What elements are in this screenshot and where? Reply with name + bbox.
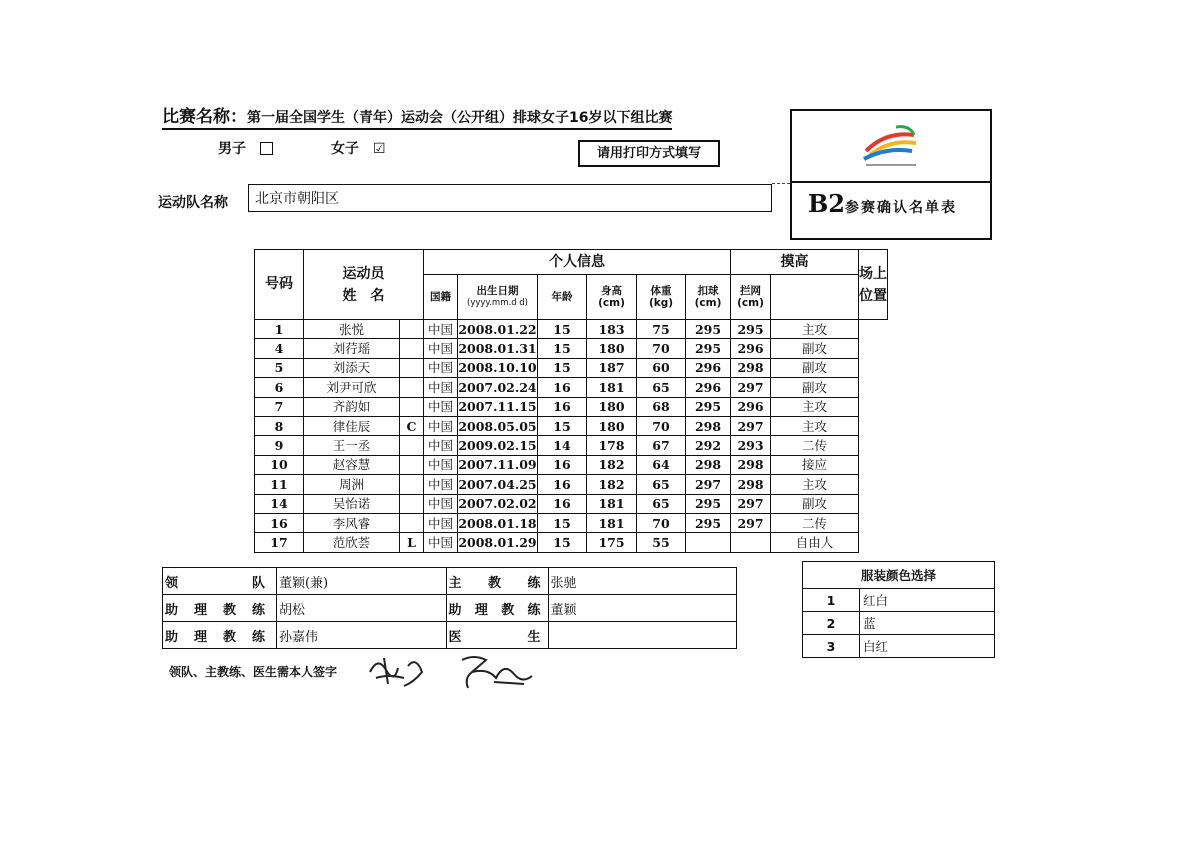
head-coach-label-char2: 教 [488,575,502,591]
cell-spike[interactable]: 292 [686,436,731,455]
header-age: 年龄 [538,275,587,320]
table-row [255,513,888,532]
header-block-unit: (cm) [737,297,764,309]
doctor-label [446,622,548,649]
header-height-label: 身高 [601,285,622,297]
table-row [255,339,888,358]
cell-age[interactable]: 15 [538,416,587,435]
cell-dob[interactable]: 2008.10.10 [458,358,538,377]
cell-role[interactable] [400,397,424,416]
cell-number[interactable]: 7 [255,397,304,416]
cell-weight[interactable]: 70 [637,339,686,358]
cell-age[interactable]: 16 [538,378,587,397]
head-coach-label-char3: 练 [527,575,541,591]
cell-block[interactable]: 298 [731,358,771,377]
cell-dob[interactable]: 2007.02.02 [458,494,538,513]
cell-role[interactable] [400,339,424,358]
cell-weight[interactable]: 60 [637,358,686,377]
assistant2-value[interactable]: 董颖 [548,595,736,622]
competition-title [162,102,672,130]
competition-title-value: 第一届全国学生（青年）运动会（公开组）排球女子16岁以下组比赛 [247,110,673,126]
cell-role[interactable] [400,358,424,377]
table-row [255,416,888,435]
table-row [255,455,888,474]
cell-role[interactable] [400,475,424,494]
assistant3-value[interactable]: 孙嘉伟 [276,622,446,649]
cell-dob[interactable]: 2007.11.15 [458,397,538,416]
cell-number[interactable]: 14 [255,494,304,513]
cell-position[interactable]: 主攻 [771,320,859,339]
cell-block[interactable]: 293 [731,436,771,455]
cell-spike[interactable]: 295 [686,494,731,513]
cell-position[interactable]: 主攻 [771,397,859,416]
cell-position[interactable]: 主攻 [771,475,859,494]
cell-weight[interactable]: 70 [637,416,686,435]
team-name-field[interactable]: 北京市朝阳区 [248,184,772,212]
header-weight-label: 体重 [650,285,672,297]
roster-body [255,320,888,553]
head-coach-label-char1: 主 [448,575,462,591]
header-position-line1: 场上 [859,265,887,282]
gender-female [331,138,386,158]
cell-height[interactable]: 183 [587,320,637,339]
cell-position[interactable]: 副攻 [771,339,859,358]
cell-number[interactable]: 8 [255,416,304,435]
header-block [731,275,771,320]
header-position-line2: 位置 [859,287,887,304]
cell-dob[interactable]: 2008.01.29 [458,533,538,552]
cell-position[interactable]: 副攻 [771,378,859,397]
roster-table [254,249,888,553]
table-row [255,436,888,455]
assistant2-label-char2: 理 [474,602,488,618]
cell-role[interactable] [400,378,424,397]
assistant3-label [163,622,277,649]
form-code: B2 [808,189,845,218]
cell-weight[interactable]: 64 [637,455,686,474]
cell-block[interactable]: 297 [731,494,771,513]
cell-number[interactable]: 4 [255,339,304,358]
cell-age[interactable]: 15 [538,513,587,532]
cell-name[interactable]: 李风睿 [304,513,400,532]
cell-spike[interactable]: 295 [686,320,731,339]
header-athlete [304,250,424,320]
cell-weight[interactable]: 67 [637,436,686,455]
cell-nationality[interactable]: 中国 [424,378,458,397]
cell-position[interactable]: 自由人 [771,533,859,552]
header-spike-unit: (cm) [694,297,722,309]
cell-block[interactable]: 298 [731,455,771,474]
uniform-color-table [802,561,995,658]
cell-age[interactable]: 15 [538,533,587,552]
table-row [255,358,888,377]
cell-spike[interactable]: 296 [686,358,731,377]
cell-spike[interactable] [686,533,731,552]
assistant3-label-char2: 理 [193,629,207,645]
cell-name[interactable]: 律佳辰 [304,416,400,435]
cell-spike[interactable]: 298 [686,455,731,474]
cell-height[interactable]: 175 [587,533,637,552]
cell-block[interactable]: 297 [731,513,771,532]
cell-name[interactable]: 齐韵如 [304,397,400,416]
cell-number[interactable]: 17 [255,533,304,552]
cell-block[interactable]: 298 [731,475,771,494]
cell-block[interactable] [731,533,771,552]
cell-height[interactable]: 181 [587,513,637,532]
cell-height[interactable]: 187 [587,358,637,377]
cell-name[interactable]: 刘尹可欣 [304,378,400,397]
doctor-label-char2: 生 [527,629,541,645]
gender-male-label: 男子 [218,141,246,157]
table-row [255,475,888,494]
cell-nationality[interactable]: 中国 [424,513,458,532]
cell-height[interactable]: 182 [587,455,637,474]
cell-name[interactable]: 吴怡诺 [304,494,400,513]
cell-spike[interactable]: 295 [686,339,731,358]
cell-position[interactable]: 二传 [771,436,859,455]
cell-age[interactable]: 14 [538,436,587,455]
uniform-option-1-no: 1 [803,589,860,612]
head-coach-value[interactable]: 张驰 [548,568,736,595]
uniform-option-3-no: 3 [803,635,860,658]
cell-position[interactable]: 主攻 [771,416,859,435]
assistant2-label [446,595,548,622]
header-height-unit: (cm) [598,297,625,309]
cell-number[interactable]: 16 [255,513,304,532]
cell-age[interactable]: 15 [538,339,587,358]
header-dob [458,275,538,320]
assistant3-label-char4: 练 [251,629,265,645]
assistant1-label-char3: 教 [222,602,236,618]
cell-block[interactable]: 297 [731,378,771,397]
leader-value[interactable]: 董颖(兼) [276,568,446,595]
header-weight-unit: (kg) [648,297,674,309]
cell-weight[interactable]: 55 [637,533,686,552]
assistant1-label-char4: 练 [251,602,265,618]
assistant3-label-char1: 助 [165,629,179,645]
cell-number[interactable]: 6 [255,378,304,397]
cell-nationality[interactable]: 中国 [424,339,458,358]
cell-dob[interactable]: 2008.05.05 [458,416,538,435]
head-coach-label [446,568,548,595]
leader-label-char2: 队 [251,575,265,591]
cell-dob[interactable]: 2009.02.15 [458,436,538,455]
cell-spike[interactable]: 295 [686,397,731,416]
cell-name[interactable]: 刘荇瑶 [304,339,400,358]
cell-nationality[interactable]: 中国 [424,397,458,416]
dashed-connector [772,183,790,184]
cell-spike[interactable]: 297 [686,475,731,494]
cell-number[interactable]: 1 [255,320,304,339]
uniform-option-3-color[interactable]: 白红 [860,635,995,658]
cell-weight[interactable]: 70 [637,513,686,532]
form-id-separator [792,181,990,183]
assistant1-value[interactable]: 胡松 [276,595,446,622]
cell-weight[interactable]: 65 [637,494,686,513]
cell-nationality[interactable]: 中国 [424,436,458,455]
cell-dob[interactable]: 2008.01.18 [458,513,538,532]
gender-female-label: 女子 [331,141,359,157]
cell-nationality[interactable]: 中国 [424,494,458,513]
cell-dob[interactable]: 2007.02.24 [458,378,538,397]
cell-number[interactable]: 5 [255,358,304,377]
cell-dob[interactable]: 2008.01.31 [458,339,538,358]
table-row [255,320,888,339]
cell-nationality[interactable]: 中国 [424,320,458,339]
cell-dob[interactable]: 2008.01.22 [458,320,538,339]
cell-position[interactable]: 二传 [771,513,859,532]
cell-name[interactable]: 周洲 [304,475,400,494]
header-personal-info: 个人信息 [424,250,731,275]
cell-height[interactable]: 181 [587,378,637,397]
cell-height[interactable]: 178 [587,436,637,455]
cell-name[interactable]: 范欣荟 [304,533,400,552]
cell-age[interactable]: 16 [538,494,587,513]
doctor-label-char1: 医 [448,629,462,645]
cell-age[interactable]: 15 [538,320,587,339]
cell-position[interactable]: 副攻 [771,494,859,513]
cell-role[interactable]: L [400,533,424,552]
cell-height[interactable]: 180 [587,397,637,416]
cell-role[interactable] [400,436,424,455]
assistant3-label-char3: 教 [222,629,236,645]
cell-nationality[interactable]: 中国 [424,416,458,435]
header-height [587,275,637,320]
cell-block[interactable]: 296 [731,397,771,416]
cell-dob[interactable]: 2007.11.09 [458,455,538,474]
leader-label-char1: 领 [165,575,179,591]
table-row [255,378,888,397]
cell-weight[interactable]: 65 [637,475,686,494]
print-note: 请用打印方式填写 [578,140,720,167]
header-dob-format: (yyyy.mm.d d) [467,298,528,308]
signature-icon [364,648,544,694]
cell-weight[interactable]: 65 [637,378,686,397]
table-row [255,397,888,416]
header-weight [637,275,686,320]
header-dob-label: 出生日期 [476,285,519,297]
form-title: 参赛确认名单表 [844,200,957,216]
cell-weight[interactable]: 75 [637,320,686,339]
gender-female-checkbox[interactable]: ☑ [373,141,386,157]
cell-role[interactable] [400,494,424,513]
assistant1-label [163,595,277,622]
games-logo-icon [856,121,926,169]
cell-age[interactable]: 16 [538,475,587,494]
leader-label [163,568,277,595]
header-athlete-line1: 运动员 [342,265,385,282]
cell-block[interactable]: 295 [731,320,771,339]
cell-role[interactable] [400,320,424,339]
cell-role[interactable] [400,455,424,474]
cell-age[interactable]: 16 [538,455,587,474]
competition-title-label: 比赛名称： [162,107,247,127]
form-code-title [808,189,957,218]
uniform-option-2-color[interactable]: 蓝 [860,612,995,635]
header-position [859,250,888,320]
assistant2-label-char4: 练 [527,602,541,618]
cell-number[interactable]: 11 [255,475,304,494]
cell-nationality[interactable]: 中国 [424,533,458,552]
table-row [255,533,888,552]
uniform-color-title: 服装颜色选择 [803,562,995,589]
cell-height[interactable]: 182 [587,475,637,494]
gender-male-checkbox[interactable] [260,142,273,155]
assistant2-label-char3: 教 [501,602,515,618]
cell-position[interactable]: 副攻 [771,358,859,377]
header-spike [686,275,731,320]
cell-role[interactable]: C [400,416,424,435]
cell-nationality[interactable]: 中国 [424,358,458,377]
header-block-label: 拦网 [740,285,761,297]
cell-name[interactable]: 张悦 [304,320,400,339]
cell-nationality[interactable]: 中国 [424,475,458,494]
cell-height[interactable]: 181 [587,494,637,513]
table-row [255,494,888,513]
doctor-value[interactable] [548,622,736,649]
header-nationality: 国籍 [424,275,458,320]
cell-number[interactable]: 9 [255,436,304,455]
cell-block[interactable]: 297 [731,416,771,435]
cell-name[interactable]: 王一丞 [304,436,400,455]
header-number: 号码 [255,250,304,320]
cell-block[interactable]: 296 [731,339,771,358]
cell-height[interactable]: 180 [587,339,637,358]
assistant1-label-char2: 理 [193,602,207,618]
cell-number[interactable]: 10 [255,455,304,474]
uniform-option-2-no: 2 [803,612,860,635]
cell-age[interactable]: 16 [538,397,587,416]
cell-spike[interactable]: 298 [686,416,731,435]
cell-spike[interactable]: 295 [686,513,731,532]
cell-name[interactable]: 刘添天 [304,358,400,377]
header-reach: 摸高 [731,250,859,275]
assistant2-label-char1: 助 [448,602,462,618]
header-spike-label: 扣球 [697,285,719,297]
form-id-box [790,109,992,240]
staff-table [162,567,737,649]
cell-role[interactable] [400,513,424,532]
cell-nationality[interactable]: 中国 [424,455,458,474]
gender-male [218,138,273,158]
assistant1-label-char1: 助 [165,602,179,618]
signature-note: 领队、主教练、医生需本人签字 [169,665,338,679]
cell-weight[interactable]: 68 [637,397,686,416]
cell-age[interactable]: 15 [538,358,587,377]
cell-position[interactable]: 接应 [771,455,859,474]
cell-height[interactable]: 180 [587,416,637,435]
uniform-option-1-color[interactable]: 红白 [860,589,995,612]
header-athlete-line2: 姓 名 [342,287,385,304]
cell-dob[interactable]: 2007.04.25 [458,475,538,494]
cell-spike[interactable]: 296 [686,378,731,397]
cell-name[interactable]: 赵容慧 [304,455,400,474]
team-label: 运动队名称 [158,195,228,211]
